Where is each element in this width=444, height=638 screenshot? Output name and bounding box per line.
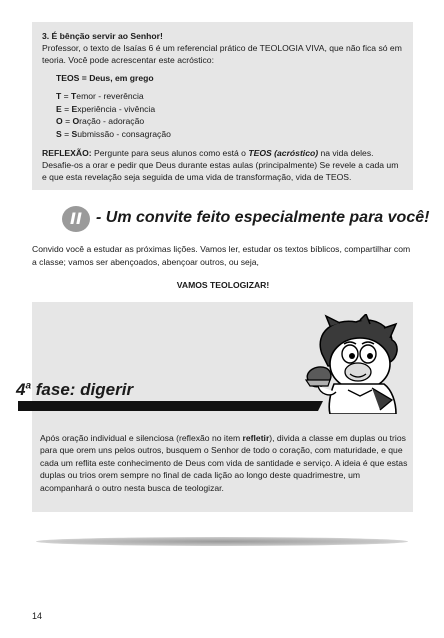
acrostic-item: T = Temor - reverência [56, 91, 144, 101]
info-box [32, 22, 413, 190]
reflexao-paragraph: REFLEXÃO: Pergunte para seus alunos como está o TEOS (acróstico) na vida deles. Desafie-os a orar e pedir que Deus durante estas aulas (principalmente) Se revele a cada um e que esta revelação seja seguida de uma vida de transformação, vida de TEOS. [42, 148, 399, 182]
acrostic-item: E = Experiência - vivência [56, 103, 156, 114]
acrostic-list [42, 90, 403, 140]
acrostic-item: O = Oração - adoração [56, 116, 145, 126]
acrostic-item: S = Submissão - consagração [56, 128, 171, 139]
invite-paragraph: Convido você a estudar as próximas lições. Vamos ler, estudar os textos bíblicos, compartilhar com a classe; vamos ser abençoados, abençoar outros, ou seja, [32, 244, 411, 267]
motto: VAMOS TEOLOGIZAR! [176, 280, 270, 290]
phase-underline-bar [18, 401, 323, 411]
acrostic-title: TEOS = Deus, em grego [56, 73, 154, 83]
section-number-badge: II [62, 206, 90, 232]
section-title [62, 206, 430, 232]
box-heading: 3. É bênção servir ao Senhor! [42, 31, 163, 41]
page-number: 14 [32, 611, 43, 621]
box-intro: Professor, o texto de Isaías 6 é um referencial prático de TEOLOGIA VIVA, que não fica só em teoria. Você pode acrescentar este acróstico: [42, 43, 402, 65]
phase-paragraph: Após oração individual e silenciosa (reflexão no item refletir), divida a classe em duplas ou trios para que orem uns pelos outros, busquem o Senhor de todo o coração, com maturidade, e que cada um reflita este conhecimento de Deus com vida de santidade e serviço. A ideia é que estas duplas ou trios orem sempre no final de cada lição ao longo deste quadrimestre, um acompanhará o outro nesta busca de teologizar. [40, 433, 408, 493]
divider-shadow [36, 537, 408, 546]
cartoon-boy-eating-icon [300, 314, 405, 414]
section-title-text: - Um convite feito especialmente para você! [96, 209, 430, 226]
phase-title: 4$^a$ fase: digerir [16, 380, 134, 399]
